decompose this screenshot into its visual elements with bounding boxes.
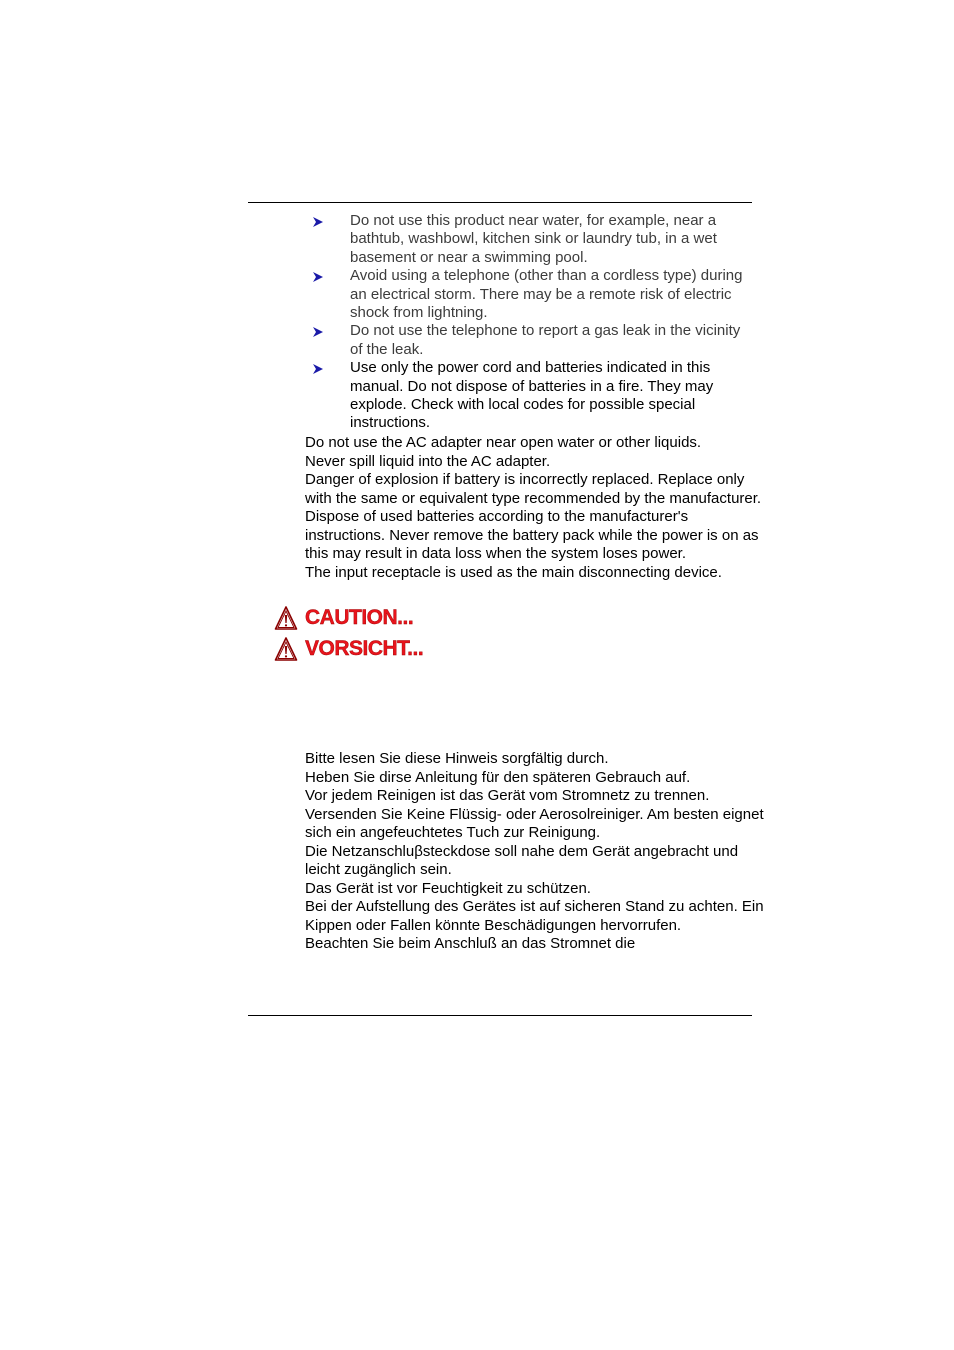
paragraph: Bitte lesen Sie diese Hinweis sorgfältig durch. (305, 750, 609, 767)
list-item (312, 359, 752, 433)
paragraph: Danger of explosion if battery is incorrectly replaced. Replace only with the same or equivalent type recommended by the manufacturer. Dispose of used batteries according to the manufacturer's instructions. Never remove the battery pack while the power is on as this may result in data loss when the system loses power. (305, 471, 762, 562)
paragraph: Das Gerät ist vor Feuchtigkeit zu schützen. (305, 879, 591, 897)
german-paragraphs (305, 750, 765, 954)
paragraph: Never spill liquid into the AC adapter. (305, 452, 551, 470)
english-paragraphs (305, 434, 765, 582)
paragraph: The input receptacle is used as the main disconnecting device. (305, 563, 722, 581)
warning-triangle-icon (274, 605, 298, 631)
paragraph: Die Netzanschluβsteckdose soll nahe dem Gerät angebracht und leicht zugänglich sein. (305, 842, 739, 878)
vorsicht-heading (274, 635, 423, 663)
vorsicht-label: VORSICHT... (305, 637, 424, 660)
arrowhead-bullet-icon (312, 322, 326, 340)
bullet-text: Avoid using a telephone (other than a cordless type) during an electrical storm. There may be a remote risk of electric shock from lightning. (350, 267, 743, 322)
paragraph: Versenden Sie Keine Flüssig- oder Aerosolreiniger. Am besten eignet sich ein angefeuchtetes Tuch zur Reinigung. (305, 805, 764, 841)
top-rule (248, 202, 752, 203)
paragraph: Beachten Sie beim Anschluß an das Stromnet die (305, 935, 636, 952)
paragraph: Vor jedem Reinigen ist das Gerät vom Stromnetz zu trennen. (305, 787, 710, 804)
arrowhead-bullet-icon (312, 267, 326, 285)
list-item (312, 212, 752, 267)
list-item (312, 267, 752, 322)
arrowhead-bullet-icon (312, 359, 326, 377)
bullet-text: Use only the power cord and batteries indicated in this manual. Do not dispose of batteries in a fire. They may explode. Check with local codes for possible special instructions. (350, 359, 714, 432)
bullet-text: Do not use this product near water, for example, near a bathtub, washbowl, kitchen sink or laundry tub, in a wet basement or near a swimming pool. (350, 212, 717, 266)
list-item (312, 322, 752, 359)
paragraph: Bei der Aufstellung des Gerätes ist auf sicheren Stand zu achten. Ein Kippen oder Fallen könnte Beschädigungen hervorrufen. (305, 898, 764, 934)
paragraph: Do not use the AC adapter near open water or other liquids. (305, 434, 702, 451)
warning-triangle-icon (274, 636, 298, 662)
paragraph: Heben Sie dirse Anleitung für den späteren Gebrauch auf. (305, 768, 691, 786)
caution-label: CAUTION... (305, 606, 414, 629)
arrowhead-bullet-icon (312, 212, 326, 230)
bottom-rule (248, 1015, 752, 1016)
caution-heading (274, 604, 413, 632)
safety-bullet-list (312, 212, 752, 433)
bullet-text: Do not use the telephone to report a gas leak in the vicinity of the leak. (350, 322, 741, 358)
